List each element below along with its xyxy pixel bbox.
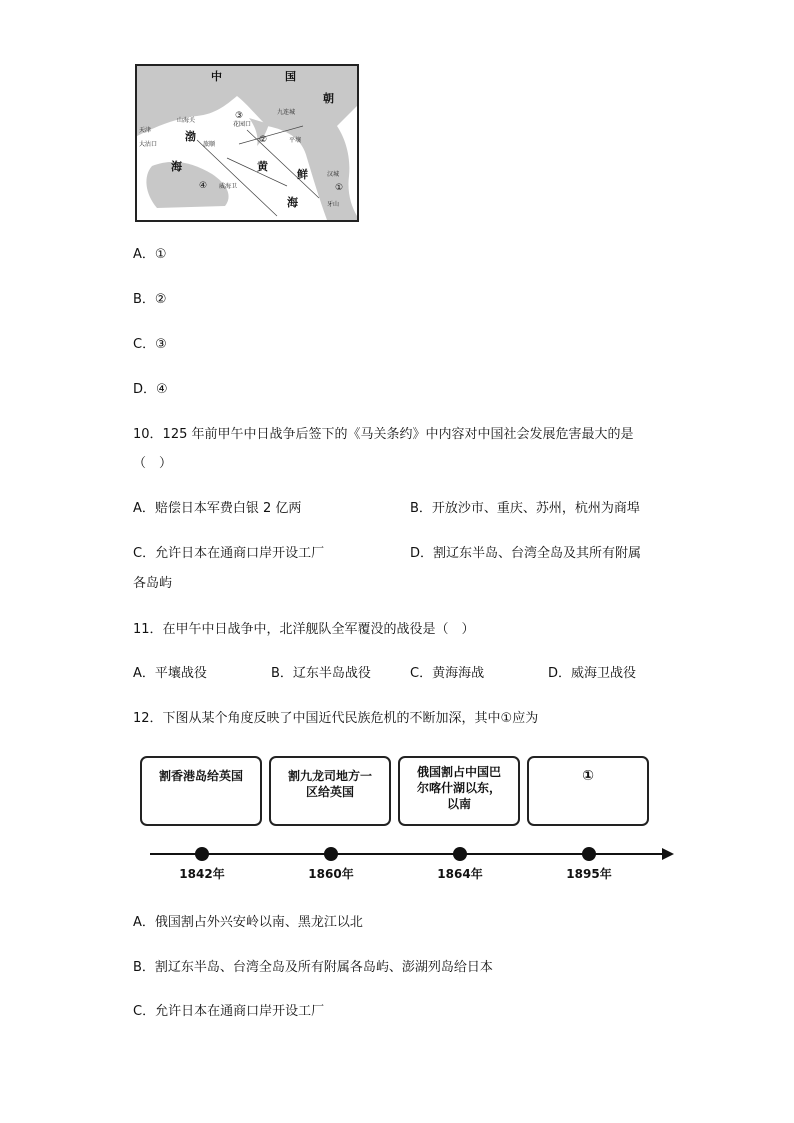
q10-option-a: A．赔偿日本军费白银 2 亿两 xyxy=(133,501,302,516)
timeline-year: 1860年 xyxy=(308,867,354,881)
map-drawing xyxy=(137,66,357,220)
timeline-box-text: 割九龙司地方一 xyxy=(287,769,372,783)
q12-option-c: C．允许日本在通商口岸开设工厂 xyxy=(133,1004,325,1019)
q10-option-b: B．开放沙市、重庆、苏州，杭州为商埠 xyxy=(410,501,640,516)
timeline-box-text: 尔喀什湖以东， xyxy=(416,781,501,795)
map-label-hancheng: 汉城 xyxy=(327,171,340,178)
q10-option-c: C．允许日本在通商口岸开设工厂 xyxy=(133,546,325,561)
q12-option-b: B．割辽东半岛、台湾全岛及所有附属各岛屿、澎湖列岛给日本 xyxy=(133,960,493,975)
map-label-china: 中 xyxy=(211,70,222,83)
map-marker-4: ④ xyxy=(199,181,208,191)
q9-option-c: C．③ xyxy=(133,337,167,352)
timeline-dot xyxy=(453,847,467,861)
map-label-pingrang: 平壤 xyxy=(289,137,302,144)
map-label-lvshun: 旅顺 xyxy=(203,141,216,148)
q9-option-d: D．④ xyxy=(133,382,168,397)
q11-option-c: C．黄海海战 xyxy=(410,666,485,681)
map-label-bo: 渤 xyxy=(185,130,196,143)
map-label-huang: 黄 xyxy=(257,160,268,173)
q9-option-b: B．② xyxy=(133,292,167,307)
q10-option-d: D．割辽东半岛、台湾全岛及其所有附属 xyxy=(410,546,642,561)
q12-stem: 12．下图从某个角度反映了中国近代民族危机的不断加深，其中①应为 xyxy=(133,711,539,726)
map-label-chao: 朝 xyxy=(323,92,334,105)
map-label-yashan: 牙山 xyxy=(327,201,340,208)
timeline-year: 1864年 xyxy=(437,867,483,881)
q10-option-d-cont: 各岛屿 xyxy=(133,576,173,591)
map-label-xian: 鲜 xyxy=(297,168,308,181)
map-label-hai1: 海 xyxy=(171,160,182,173)
timeline-box-text: 以南 xyxy=(446,797,471,811)
q11-stem: 11．在甲午中日战争中，北洋舰队全军覆没的战役是（ ） xyxy=(133,622,475,637)
timeline-box-1864 xyxy=(398,756,520,826)
timeline-box-1895 xyxy=(527,756,649,826)
timeline-box-1860 xyxy=(269,756,391,826)
map-marker-1: ① xyxy=(335,183,344,193)
q11-option-b: B．辽东半岛战役 xyxy=(271,666,371,681)
timeline-year: 1842年 xyxy=(179,867,225,881)
map-label-guo: 国 xyxy=(285,70,296,83)
timeline-dot xyxy=(582,847,596,861)
map-label-hai2: 海 xyxy=(287,196,298,209)
q11-option-d: D．威海卫战役 xyxy=(548,666,637,681)
timeline-box-1842 xyxy=(140,756,262,826)
q9-option-a: A．① xyxy=(133,247,167,262)
map-label-jiuliancheng: 九连城 xyxy=(277,109,296,116)
timeline-box-text: 区给英国 xyxy=(305,785,354,799)
timeline-dot xyxy=(324,847,338,861)
map-marker-3: ③ xyxy=(235,111,244,121)
battle-map xyxy=(135,64,359,222)
map-label-dagukou: 大沽口 xyxy=(139,141,158,148)
map-label-huayuankou: 花园口 xyxy=(233,121,252,128)
q10-stem: 10．125 年前甲午中日战争后签下的《马关条约》中内容对中国社会发展危害最大的是 xyxy=(133,427,634,442)
map-label-tianjin: 天津 xyxy=(139,127,152,134)
timeline-dot xyxy=(195,847,209,861)
timeline-arrow-icon xyxy=(662,848,674,860)
timeline-box-text: 割香港岛给英国 xyxy=(158,769,243,783)
timeline-box-text: ① xyxy=(582,768,594,784)
q12-option-a: A．俄国割占外兴安岭以南、黑龙江以北 xyxy=(133,915,363,930)
map-label-weihaiwei: 威海卫 xyxy=(219,183,238,190)
map-marker-2: ② xyxy=(259,135,268,145)
timeline-box-text: 俄国割占中国巴 xyxy=(416,765,501,779)
map-label-shanhaiguan: 山海关 xyxy=(177,117,196,124)
q11-option-a: A．平壤战役 xyxy=(133,666,207,681)
timeline-year: 1895年 xyxy=(566,867,612,881)
q10-paren: （ ） xyxy=(133,456,173,471)
